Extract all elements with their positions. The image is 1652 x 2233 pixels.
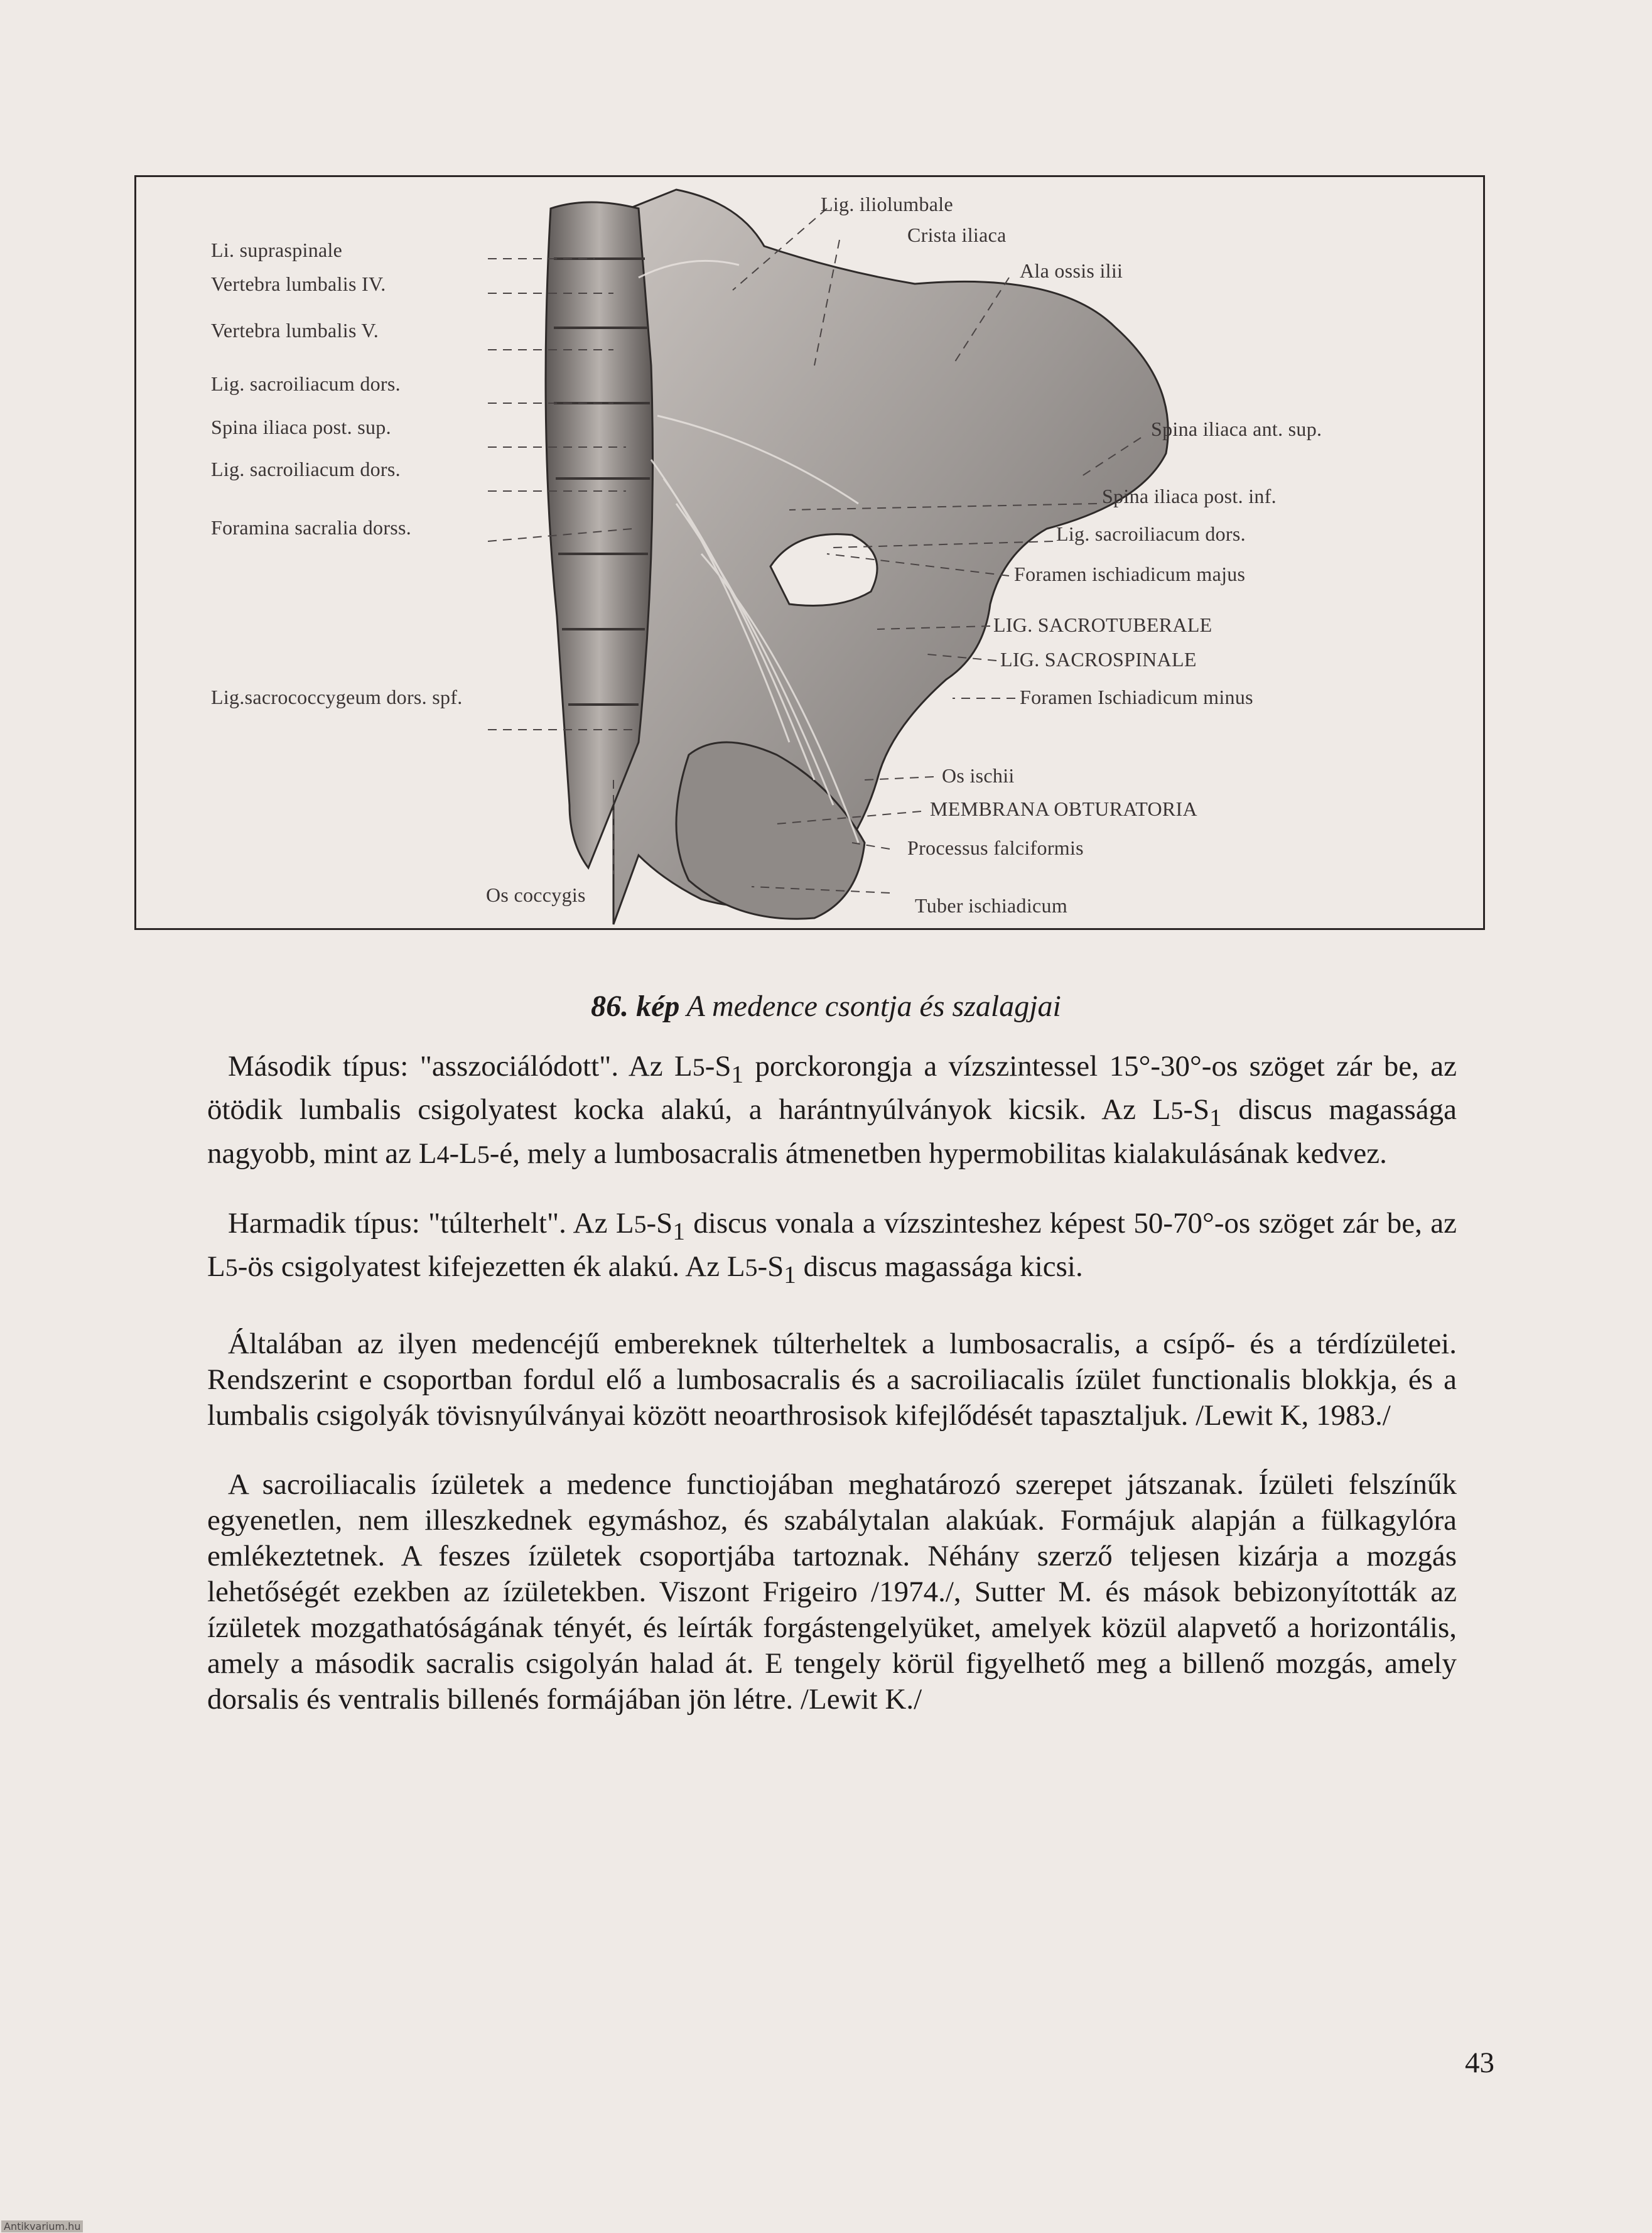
label-os-coccygis: Os coccygis [486,884,586,906]
label-li-supraspinale: Li. supraspinale [211,239,343,261]
label-foramen-ischiadicum-majus: Foramen ischiadicum majus [1014,563,1246,585]
paragraph: Harmadik típus: "túlterhelt". Az $L5-S_1$ discus vonala a vízszinteshez képest 50-70°-os szöget zár be, az L5-ös csigolyatest kifejezetten ék alakú. Az $L5-S_1$ discus magassága kicsi. [207,1206,1457,1289]
caption-title: A medence csontja és szalagjai [686,990,1061,1023]
label-tuber-ischiadicum: Tuber ischiadicum [915,894,1068,917]
label-foramina-sacralia-dorss: Foramina sacralia dorss. [211,516,412,539]
paragraph: Általában az ilyen medencéjű embereknek túlterheltek a lumbosacralis, a csípő- és a térdízületei. Rendszerint e csoportban fordul elő a lumbosacralis és a sacroiliacalis ízület functionalis blokkja, és a lumbalis csigolyák tövisnyúlványai között neoarthrosisok kifejlődését tapasztaljuk. /Lewit K, 1983./ [207,1327,1457,1432]
label-lig-sacroiliacum-dors-1: Lig. sacroiliacum dors. [211,372,401,395]
page-number: 43 [1465,2046,1494,2079]
label-lig-sacroiliacum-dors-3: Lig. sacroiliacum dors. [1056,522,1246,545]
figure-frame [134,175,1485,930]
label-foramen-ischiadicum-minus: Foramen Ischiadicum minus [1020,686,1253,708]
label-spina-iliaca-post-inf: Spina iliaca post. inf. [1102,485,1277,507]
label-os-ischii: Os ischii [942,764,1015,787]
label-vertebra-lumbalis-v: Vertebra lumbalis V. [211,319,379,342]
label-vertebra-lumbalis-iv: Vertebra lumbalis IV. [211,273,386,295]
caption-number: 86. kép [591,990,680,1023]
label-spina-iliaca-ant-sup: Spina iliaca ant. sup. [1151,418,1322,440]
label-lig-sacrotuberale: LIG. SACROTUBERALE [993,614,1212,636]
label-ala-ossis-ilii: Ala ossis ilii [1020,259,1123,282]
label-processus-falciformis: Processus falciformis [907,836,1084,859]
label-crista-iliaca: Crista iliaca [907,224,1007,246]
label-lig-sacroiliacum-dors-2: Lig. sacroiliacum dors. [211,458,401,480]
label-lig-sacrospinale: LIG. SACROSPINALE [1000,648,1197,671]
label-lig-sacrococcygeum: Lig.sacrococcygeum dors. spf. [211,686,463,708]
label-membrana-obturatoria: MEMBRANA OBTURATORIA [930,798,1197,820]
label-lig-iliolumbale: Lig. iliolumbale [821,193,953,215]
watermark: Antikvarium.hu [1,2220,83,2232]
label-spina-iliaca-post-sup: Spina iliaca post. sup. [211,416,391,438]
paragraph: Második típus: "asszociálódott". Az $L5-S_1$ porckorongja a vízszintessel 15°-30°-os szöget zár be, az ötödik lumbalis csigolyatest kocka alakú, a harántnyúlványok kicsik. Az $L5-S_1$ discus magassága nagyobb, mint az L4-L5-é, mely a lumbosacralis átmenetben hypermobilitas kialakulásának kedvez. [207,1050,1457,1170]
paragraph: A sacroiliacalis ízületek a medence functiojában meghatározó szerepet játszanak. Ízületi felszínűk egyenetlen, nem illeszkednek egymáshoz, és szabálytalan alakúak. Formájuk alapján a fülkagylóra emlékeztetnek. A feszes ízületek csoportjába tartoznak. Néhány szerző teljesen kizárja a mozgás lehetőségét ezekben az ízületekben. Viszont Frigeiro /1974./, Sutter M. és mások bebizonyították az ízületek mozgathatóságának tényét, és leírták forgástengelyüket, amelyek közül alapvető a horizontális, amely a második sacralis csigolyán halad át. E tengely körül figyelhető meg a billenő mozgás, amely dorsalis és ventralis billenés formájában jön létre. /Lewit K./ [207,1468,1457,1716]
body-text [207,1049,1457,1751]
figure-caption [0,989,1652,1024]
